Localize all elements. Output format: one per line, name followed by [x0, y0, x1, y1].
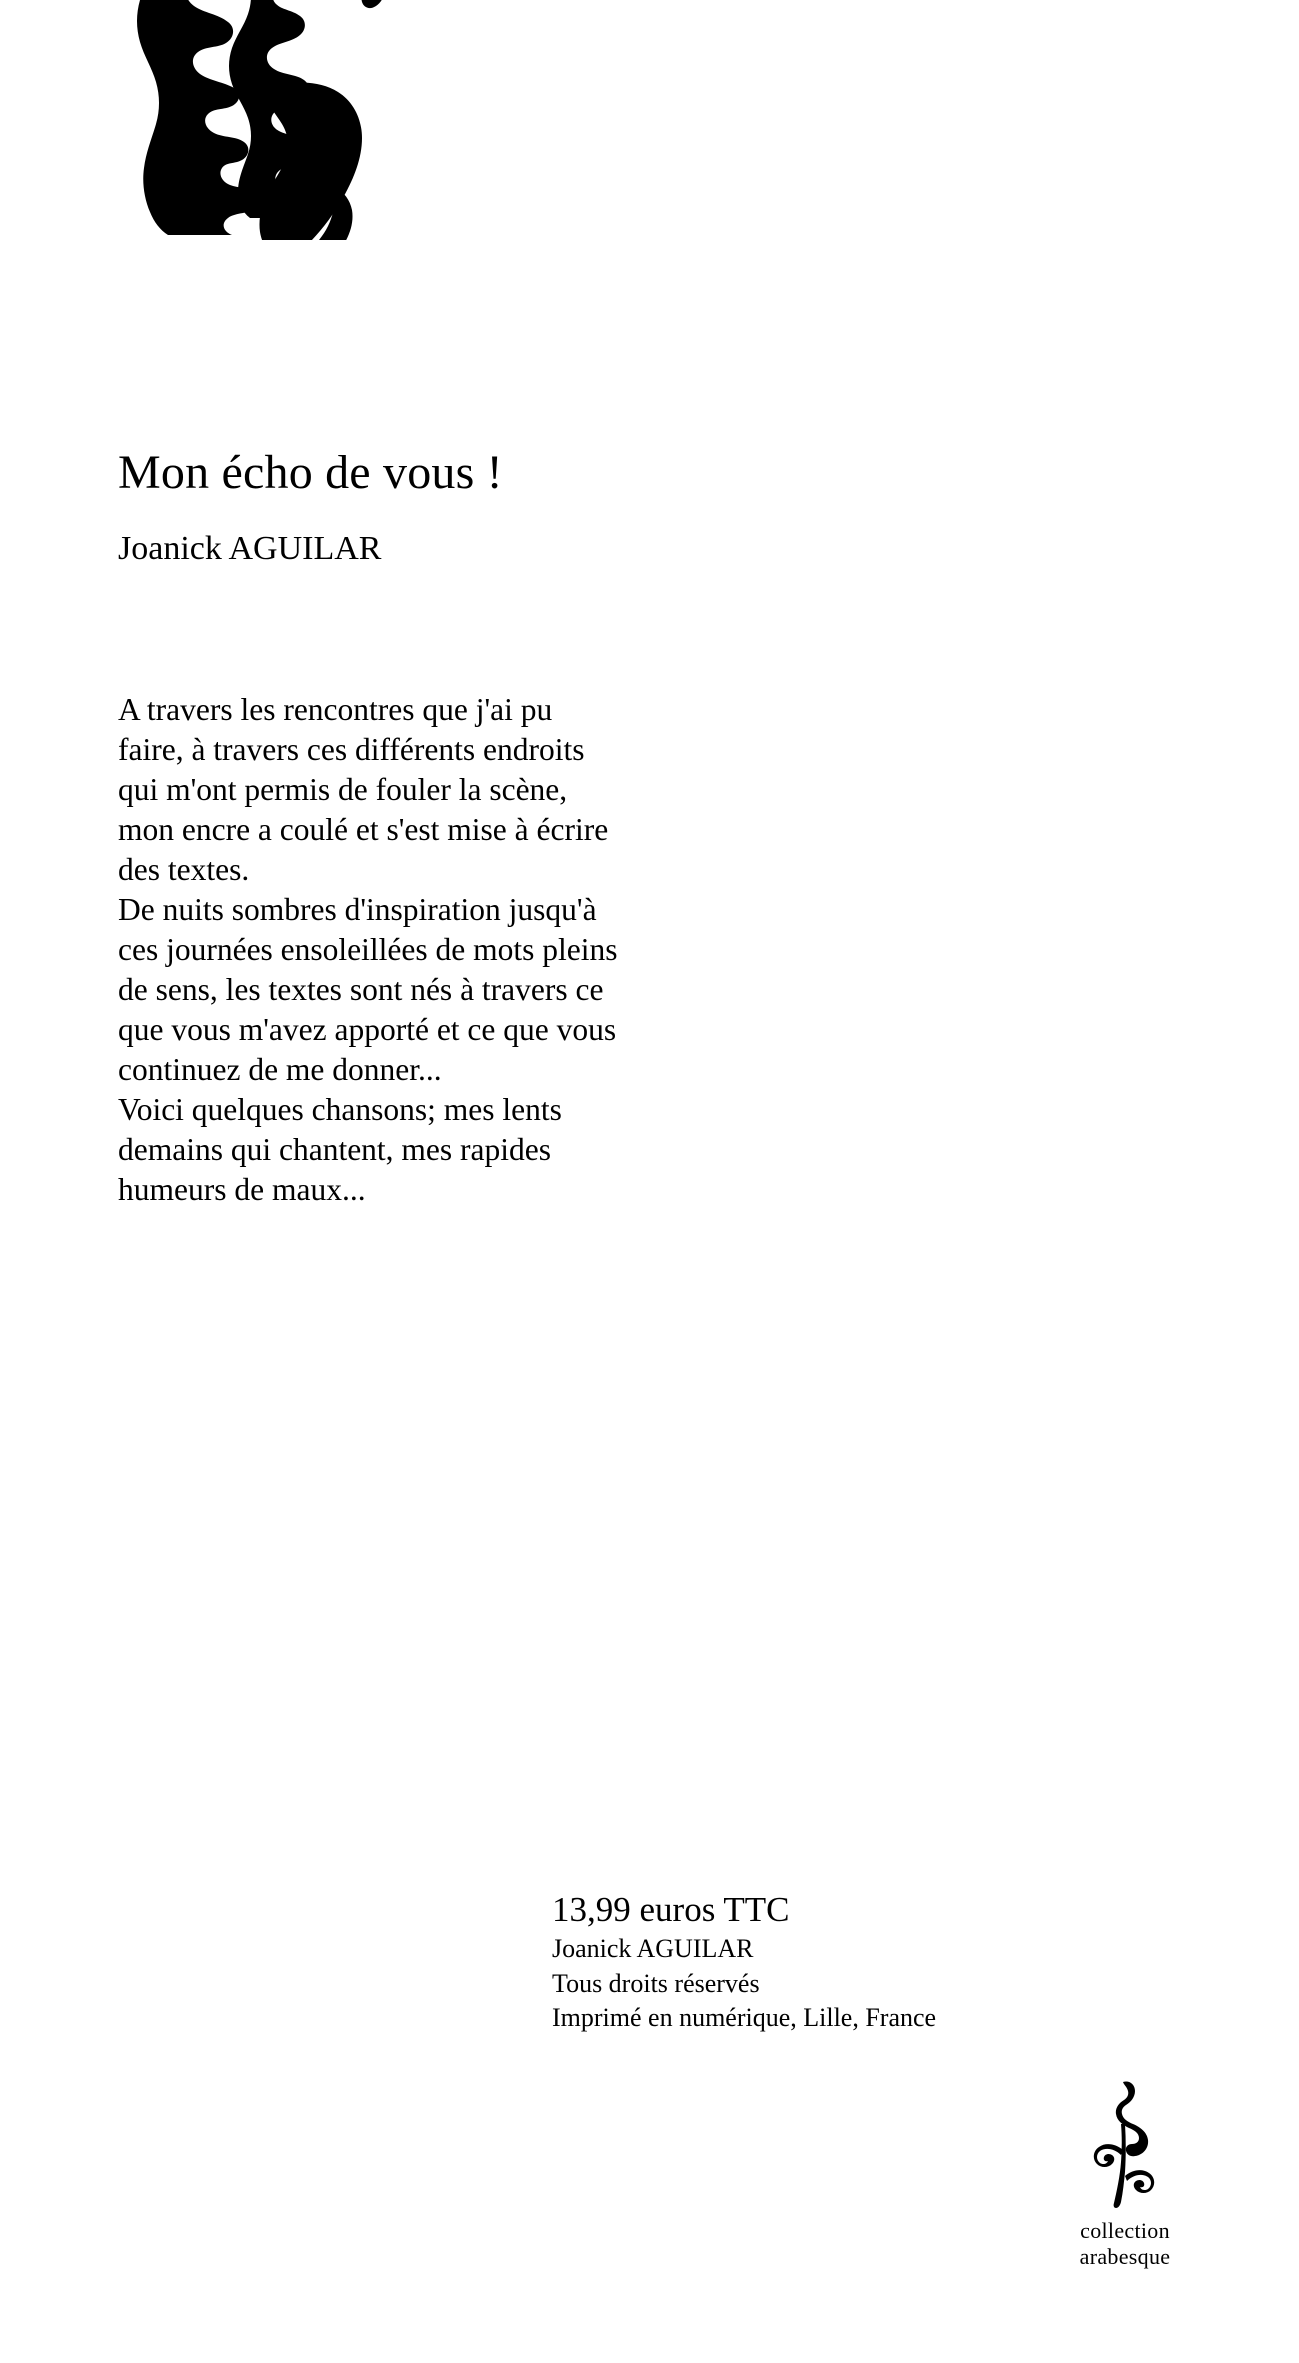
- blurb-line: qui m'ont permis de fouler la scène,: [118, 772, 568, 807]
- publisher-name-line1: collection: [1080, 2218, 1170, 2243]
- blurb-line: Voici quelques chansons; mes lents: [118, 1092, 562, 1127]
- book-author: Joanick AGUILAR: [118, 530, 382, 567]
- blurb-line: mon encre a coulé et s'est mise à écrire: [118, 812, 609, 847]
- back-cover-blurb: [118, 690, 978, 1210]
- colophon-printing: Imprimé en numérique, Lille, France: [552, 2002, 937, 2032]
- colophon-rights: Tous droits réservés: [552, 1968, 760, 1998]
- blurb-line: continuez de me donner...: [118, 1052, 442, 1087]
- blurb-line: des textes.: [118, 852, 250, 887]
- publisher-name-line2: arabesque: [1079, 2244, 1171, 2270]
- colophon-author: Joanick AGUILAR: [552, 1934, 754, 1964]
- americas-map-silhouette: [130, 0, 390, 240]
- publisher-mark: [1020, 2080, 1230, 2271]
- colophon: [552, 1890, 1152, 2035]
- blurb-line: faire, à travers ces différents endroits: [118, 732, 585, 767]
- blurb-line: A travers les rencontres que j'ai pu: [118, 692, 553, 727]
- blurb-line: demains qui chantent, mes rapides: [118, 1132, 552, 1167]
- blurb-line: ces journées ensoleillées de mots pleins: [118, 932, 618, 967]
- book-title: Mon écho de vous !: [118, 446, 503, 500]
- blurb-line: De nuits sombres d'inspiration jusqu'à: [118, 892, 597, 927]
- blurb-line: que vous m'avez apporté et ce que vous: [118, 1012, 617, 1047]
- blurb-line: humeurs de maux...: [118, 1172, 366, 1207]
- price-label: 13,99 euros TTC: [552, 1890, 790, 1929]
- blurb-line: de sens, les textes sont nés à travers ce: [118, 972, 604, 1007]
- arabesque-flourish-icon: [1090, 2080, 1160, 2210]
